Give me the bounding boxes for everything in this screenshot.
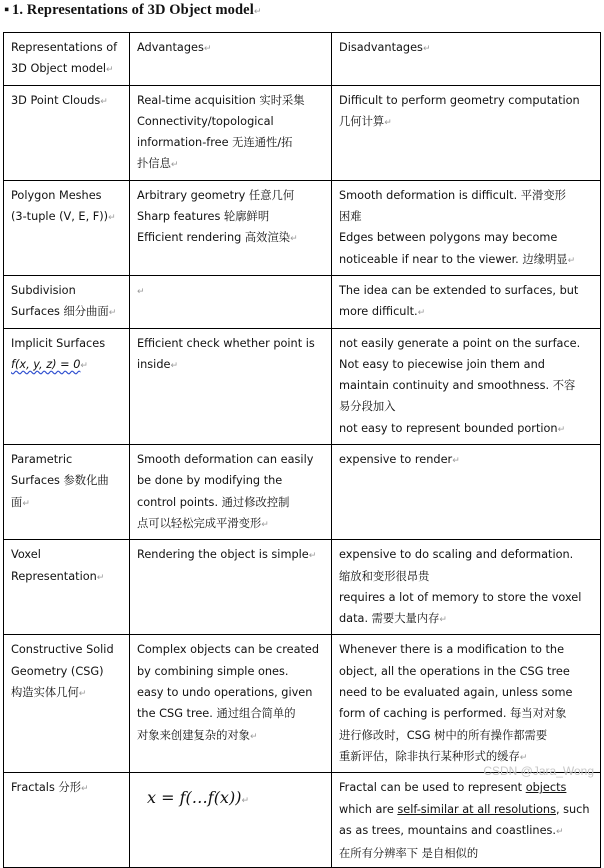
- cell-line: Not easy to piecewise join them and: [339, 357, 545, 371]
- cell-line: Polygon Meshes: [11, 188, 102, 202]
- representation-cell: [4, 773, 130, 868]
- return-mark-icon: ↵: [261, 519, 269, 530]
- cell-line: easy to undo operations, given: [137, 686, 313, 700]
- return-mark-icon: ↵: [439, 615, 447, 626]
- cell-line: Connectivity/topological: [137, 114, 274, 128]
- cell-line: 进行修改时，CSG 树中的所有操作都需要: [339, 728, 548, 742]
- advantages-cell: [130, 445, 332, 540]
- advantages-cell: [130, 773, 332, 868]
- return-mark-icon: ↵: [308, 551, 317, 562]
- cell-line: Surfaces 细分曲面↵: [11, 305, 117, 319]
- cell-line: Rendering the object is simple↵: [137, 548, 317, 562]
- return-mark-icon: ↵: [22, 498, 30, 509]
- cell-line: 缩放和变形很昂贵: [339, 569, 430, 583]
- advantages-cell: [130, 635, 332, 773]
- header-cell-advantages: Advantages↵: [130, 33, 332, 86]
- cell-line: Smooth deformation can easily: [137, 453, 314, 467]
- disadvantages-cell: [332, 275, 601, 328]
- return-mark-icon: ↵: [96, 572, 105, 583]
- return-mark-icon: ↵: [80, 360, 88, 371]
- advantages-cell: [130, 85, 332, 180]
- cell-line: need to be evaluated again, unless some: [339, 686, 573, 700]
- representation-cell: [4, 540, 130, 635]
- cell-line: Representation↵: [11, 569, 105, 583]
- disadvantages-cell: [332, 180, 601, 275]
- return-mark-icon: ↵: [249, 731, 258, 742]
- header-line: Advantages: [137, 41, 204, 54]
- table-row: [4, 85, 601, 180]
- cell-line: Real-time acquisition 实时采集: [137, 93, 305, 107]
- cell-line: 扑信息↵: [137, 157, 179, 171]
- cell-line: Difficult to perform geometry computation: [339, 93, 580, 107]
- header-row: [4, 33, 601, 86]
- return-mark-icon: ↵: [384, 117, 392, 128]
- advantages-cell: [130, 275, 332, 328]
- cell-line: Sharp features 轮廓鲜明: [137, 210, 270, 224]
- return-mark-icon: ↵: [78, 689, 87, 700]
- cell-line: Constructive Solid: [11, 643, 114, 657]
- representation-cell: [4, 635, 130, 773]
- cell-line: control points. 通过修改控制: [137, 495, 290, 509]
- disadvantages-cell: [332, 635, 601, 773]
- cell-line: Fractals 分形↵: [11, 781, 89, 795]
- cell-line: 困难: [339, 210, 362, 224]
- header-line: Representations of: [11, 41, 118, 54]
- advantages-cell: [130, 540, 332, 635]
- cell-line: 面↵: [11, 495, 30, 509]
- cell-line: Surfaces 参数化曲: [11, 474, 109, 488]
- fractal-formula: x = f(…f(x))↵: [147, 788, 249, 808]
- table-row: [4, 328, 601, 444]
- cell-line: inside↵: [137, 357, 178, 371]
- cell-line: more difficult.↵: [339, 305, 426, 319]
- return-mark-icon: ↵: [452, 456, 460, 467]
- representation-cell: [4, 85, 130, 180]
- advantages-cell: [130, 328, 332, 444]
- cell-line: Efficient rendering 高效渲染↵: [137, 231, 298, 245]
- cell-line: (3-tuple (V, E, F))↵: [11, 210, 116, 224]
- return-mark-icon: ↵: [81, 784, 89, 795]
- cell-line: The idea can be extended to surfaces, but: [339, 283, 579, 297]
- return-mark-icon: ↵: [290, 234, 298, 245]
- cell-line: Efficient check whether point is: [137, 336, 315, 350]
- cell-line: by combining simple ones.: [137, 664, 289, 678]
- return-mark-icon: ↵: [137, 286, 145, 297]
- return-mark-icon: ↵: [108, 308, 117, 319]
- cell-line: Geometry (CSG): [11, 664, 104, 678]
- cell-line: expensive to do scaling and deformation.: [339, 548, 574, 562]
- cell-line: data. 需要大量内存↵: [339, 612, 447, 626]
- return-mark-icon: ↵: [557, 424, 566, 435]
- advantages-cell: [130, 180, 332, 275]
- cell-line: object, all the operations in the CSG tree: [339, 664, 570, 678]
- return-mark-icon: ↵: [567, 255, 576, 266]
- table-row: [4, 635, 601, 773]
- cell-line: be done by modifying the: [137, 474, 283, 488]
- header-line: 3D Object model↵: [11, 62, 114, 76]
- table-row: [4, 540, 601, 635]
- return-mark-icon: ↵: [556, 826, 564, 837]
- representation-cell: [4, 445, 130, 540]
- cell-line: requires a lot of memory to store the voxel: [339, 590, 582, 604]
- disadvantages-cell: [332, 540, 601, 635]
- header-cell-representation: [4, 33, 130, 86]
- disadvantages-cell: [332, 445, 601, 540]
- return-mark-icon: ↵: [100, 96, 108, 107]
- bullet-icon: ▪: [4, 2, 10, 18]
- section-heading: [4, 2, 262, 19]
- return-mark-icon: ↵: [170, 360, 178, 371]
- cell-line: form of caching is performed. 每当对对象: [339, 707, 567, 721]
- disadvantages-cell: [332, 85, 601, 180]
- cell-line: 3D Point Clouds↵: [11, 93, 108, 107]
- cell-line: expensive to render↵: [339, 453, 460, 467]
- return-mark-icon: ↵: [170, 160, 179, 171]
- representation-cell: [4, 328, 130, 444]
- cell-line: 几何计算↵: [339, 114, 392, 128]
- table-row: [4, 445, 601, 540]
- cell-line: Whenever there is a modification to the: [339, 643, 565, 657]
- cell-line: 对象来创建复杂的对象↵: [137, 728, 258, 742]
- cell-line: 在所有分辨率下 是自相似的: [339, 847, 479, 861]
- return-mark-icon: ↵: [253, 7, 262, 17]
- cell-line: the CSG tree. 通过组合简单的: [137, 707, 296, 721]
- cell-line: Smooth deformation is difficult. 平滑变形: [339, 188, 566, 202]
- table-row: [4, 180, 601, 275]
- cell-line: Arbitrary geometry 任意几何: [137, 188, 295, 202]
- table-row: [4, 773, 601, 868]
- cell-line: Edges between polygons may become: [339, 231, 558, 245]
- return-mark-icon: ↵: [108, 213, 116, 224]
- disadvantages-cell: [332, 328, 601, 444]
- cell-line: information-free 无连通性/拓: [137, 136, 293, 150]
- cell-line: not easily generate a point on the surface.: [339, 336, 581, 350]
- cell-line: 构造实体几何↵: [11, 686, 87, 700]
- heading-text: 1. Representations of 3D Object model: [12, 2, 254, 18]
- return-mark-icon: ↵: [417, 308, 426, 319]
- cell-line: not easy to represent bounded portion↵: [339, 421, 566, 435]
- cell-line: Voxel: [11, 548, 41, 562]
- cell-line: f(x, y, z) = 0↵: [11, 357, 88, 371]
- representations-table: [3, 32, 601, 868]
- cell-line: Implicit Surfaces: [11, 336, 106, 350]
- header-line: Disadvantages: [339, 41, 423, 54]
- representation-cell: [4, 275, 130, 328]
- cell-line: 重新评估，除非执行某种形式的缓存↵: [339, 749, 528, 763]
- table-row: [4, 275, 601, 328]
- cell-line: [137, 280, 325, 303]
- representation-cell: [4, 180, 130, 275]
- disadvantages-cell: [332, 773, 601, 868]
- cell-line: 点可以轻松完成平滑变形↵: [137, 516, 269, 530]
- cell-line: which are self-similar at all resolutions, such: [339, 802, 590, 816]
- cell-line: Fractal can be used to represent objects: [339, 781, 567, 795]
- cell-line: noticeable if near to the viewer. 边缘明显↵: [339, 252, 576, 266]
- cell-line: Parametric: [11, 453, 73, 467]
- watermark: CSDN @Jara_Wong: [483, 764, 594, 778]
- return-mark-icon: ↵: [519, 752, 528, 763]
- cell-line: as as trees, mountains and coastlines.↵: [339, 823, 564, 837]
- cell-line: 易分段加入: [339, 400, 396, 414]
- cell-line: Subdivision: [11, 283, 76, 297]
- cell-line: Complex objects can be created: [137, 643, 320, 657]
- cell-line: maintain continuity and smoothness. 不容: [339, 379, 576, 393]
- header-cell-disadvantages: Disadvantages↵: [332, 33, 601, 86]
